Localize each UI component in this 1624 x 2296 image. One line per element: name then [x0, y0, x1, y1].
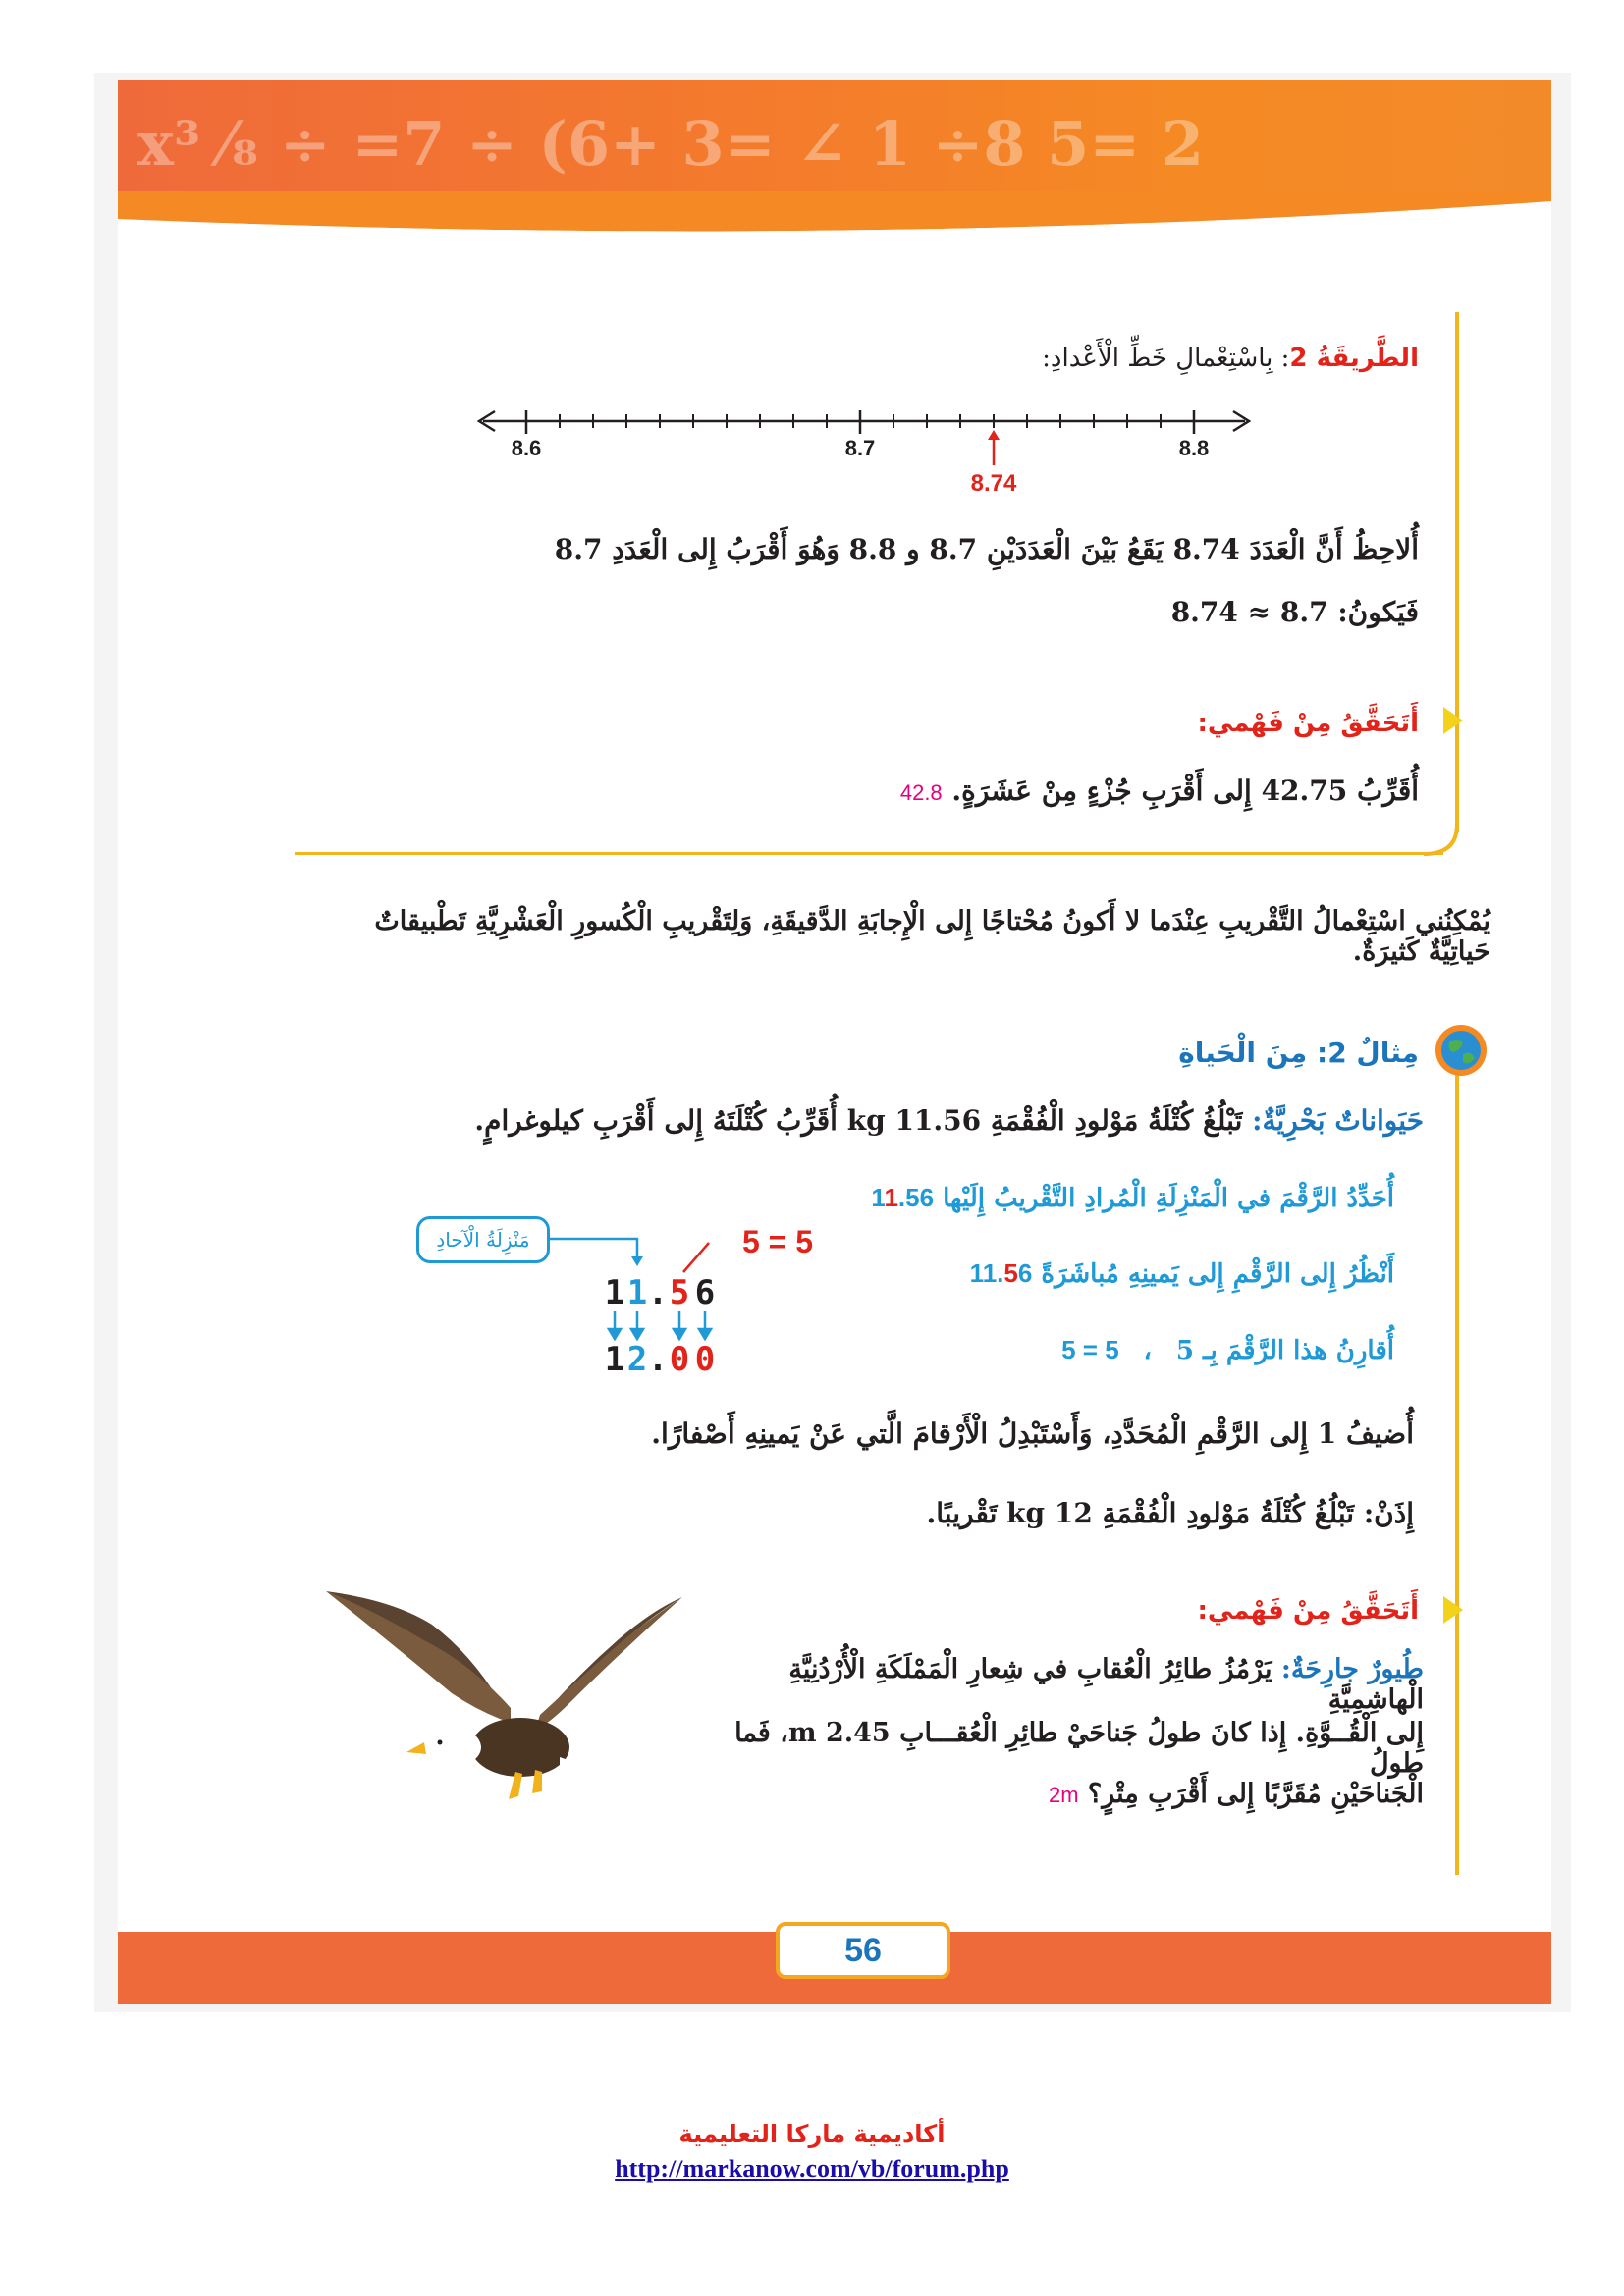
- example2-step3: [982, 1335, 1394, 1365]
- check1-question-text: أُقَرِّبُ 42.75 إِلى أَقْرَبِ جُزْءٍ مِنْ عَشَرَةٍ.: [951, 774, 1419, 807]
- tick-label-8-6: 8.6: [511, 436, 542, 460]
- top-decimal-point: .: [647, 1273, 669, 1312]
- eagle-illustration: [324, 1585, 717, 1821]
- page-number: 56: [776, 1922, 950, 1979]
- step3-equation: 5 = 5: [1061, 1335, 1119, 1364]
- bottom-digit-ones: 2: [626, 1340, 648, 1379]
- ones-place-label: مَنْزِلَةُ الْآحادِ: [416, 1216, 550, 1263]
- top-digit-tens: 1: [604, 1273, 625, 1312]
- step3-text: أُقارِنُ هذا الرَّقْمَ بِـ 5: [1175, 1336, 1394, 1365]
- diagram-equation: 5 = 5: [741, 1224, 814, 1259]
- check2-label: طُيورٌ جارِحَةٌ:: [1280, 1654, 1424, 1684]
- example2-box-border: [1455, 1060, 1459, 1875]
- example2-step4: أُضيفُ 1 إِلى الرَّقْمِ الْمُحَدَّدِ، وَأَسْتَبْدِلُ الْأَرْقامَ الَّتي عَنْ يَمينِهِ أَصْفارًا.: [651, 1417, 1414, 1450]
- check1-marker: [1443, 707, 1463, 734]
- rounding-diagram: [412, 1203, 825, 1380]
- bottom-digit-tenths: 0: [669, 1340, 690, 1379]
- top-digit-tenths: 5: [669, 1273, 690, 1312]
- label-connector-head: [631, 1256, 643, 1266]
- check2-line2: إِلى الْقُــوَّةِ. إِذا كانَ طولُ جَناحَيْ طائِرِ الْعُقـــابِ 2.45 m، فَما طولُ: [734, 1718, 1424, 1779]
- label-connector: [550, 1239, 637, 1260]
- bottom-digit-hundredths: 0: [694, 1340, 716, 1379]
- method2-box-corner: [1414, 825, 1459, 856]
- example2-title: مِثالٌ 2: مِنَ الْحَياةِ: [1178, 1037, 1419, 1069]
- header-decoration: x³ ⁄₈ ÷ =7 ÷ (6+ 3= ∠ 1 ÷8 5= 2: [137, 108, 1204, 180]
- example2-step2: [844, 1258, 1394, 1289]
- step3-separator: ،: [1143, 1336, 1152, 1365]
- marker-arrow-head: [988, 430, 1000, 440]
- top-digit-hundredths: 6: [694, 1273, 716, 1312]
- step2-digit-b: 6: [1017, 1258, 1033, 1288]
- step1-digit-rest: .56: [897, 1183, 935, 1212]
- example2-problem-label: حَيَواناتٌ بَحْرِيَّةٌ:: [1252, 1104, 1424, 1137]
- down-arrows: [609, 1311, 711, 1339]
- header-curve: [118, 191, 1551, 240]
- tick-label-8-8: 8.8: [1178, 436, 1210, 460]
- top-digits: [605, 1273, 715, 1312]
- bottom-decimal-point: .: [647, 1340, 669, 1379]
- method2-result: فَيَكونُ: 8.7 ≈ 8.74: [1170, 596, 1419, 628]
- method2-explanation: أُلاحِظُ أَنَّ الْعَدَدَ 8.74 يَقَعُ بَيْنَ الْعَدَدَيْنِ 8.7 و 8.8 وَهُوَ أَقْرَبُ إِلى الْعَدَدِ 8.7: [554, 533, 1419, 565]
- check2-line1-text: يَرْمُزُ طائِرُ الْعُقابِ في شِعارِ الْمَمْلَكَةِ الْأُرْدُنِيَّةِ الْهاشِمِيَّةِ: [788, 1654, 1424, 1715]
- check1-heading: أَتَحَقَّقُ مِنْ فَهْمي:: [1197, 709, 1419, 738]
- step2-text: أَنْظُرُ إِلى الرَّقْمِ إِلى يَمينِهِ مُباشَرَةً: [1041, 1259, 1394, 1289]
- check2-line3: [884, 1779, 1424, 1809]
- globe-icon: [1432, 1021, 1490, 1080]
- example2-problem-text: تَبْلُغُ كُتْلَةُ مَوْلودِ الْفُقْمَةِ 11.56 kg أُقَرِّبُ كُتْلَتَهُ إِلى أَقْرَبِ كيلوغرامٍ.: [474, 1104, 1243, 1137]
- step1-digit-ones: 1: [885, 1183, 898, 1212]
- compare-pointer: [683, 1243, 709, 1272]
- step1-number: [871, 1183, 934, 1212]
- step2-number: [970, 1258, 1033, 1288]
- check2-answer: 2m: [1048, 1783, 1079, 1807]
- step1-digit-tens: 1: [871, 1183, 886, 1212]
- number-line: [471, 400, 1257, 508]
- footer-organization: أكاديمية ماركا التعليمية: [678, 2120, 946, 2148]
- example2-step1: [844, 1183, 1394, 1213]
- example2-conclusion: إِذَنْ: تَبْلُغُ كُتْلَةُ مَوْلودِ الْفُقْمَةِ 12 kg تَقْريبًا.: [926, 1497, 1414, 1529]
- method2-box-border: [1455, 312, 1459, 832]
- method2-box-bottom: [295, 852, 1443, 855]
- check1-question: [884, 774, 1419, 807]
- intro-paragraph: يُمْكِنُني اسْتِعْمالُ التَّقْريبِ عِنْدَما لا أَكونُ مُحْتاجًا إِلى الْإِجابَةِ الدَّقيقَةِ، وَلِتَقْريبِ الْكُسورِ الْعَشْرِيَّةِ تَطْبيقاتٌ حَياتِيَّةٌ كَثيرَةٌ.: [374, 906, 1490, 967]
- method2-title: [687, 344, 1419, 373]
- footer-link[interactable]: http://markanow.com/vb/forum.php: [615, 2155, 1009, 2183]
- bottom-digit-tens: 1: [604, 1340, 625, 1379]
- step1-text: أُحَدِّدُ الرَّقْمَ في الْمَنْزِلَةِ الْمُرادِ التَّقْريبُ إِلَيْها: [943, 1184, 1394, 1213]
- check2-line1: [727, 1654, 1424, 1715]
- check2-marker: [1443, 1596, 1463, 1624]
- method2-subtitle: : بِاسْتِعْمالِ خَطِّ الْأَعْدادِ:: [1042, 344, 1290, 373]
- method2-label: الطَّريقَةُ 2: [1289, 344, 1419, 373]
- step2-digit-tenths: 5: [1003, 1258, 1018, 1288]
- check2-heading: أَتَحَقَّقُ مِنْ فَهْمي:: [1197, 1596, 1419, 1626]
- top-digit-ones: 1: [626, 1273, 648, 1312]
- tick-label-8-7: 8.7: [844, 436, 876, 460]
- check1-answer: 42.8: [899, 780, 943, 805]
- example2-problem: [393, 1104, 1424, 1137]
- bottom-digits: [605, 1340, 715, 1379]
- marker-label: 8.74: [970, 470, 1017, 497]
- step2-digits-a: 11.: [969, 1258, 1004, 1288]
- check2-line3-text: الْجَناحَيْنِ مُقَرَّبًا إِلى أَقْرَبِ مِتْرٍ؟: [1087, 1779, 1424, 1809]
